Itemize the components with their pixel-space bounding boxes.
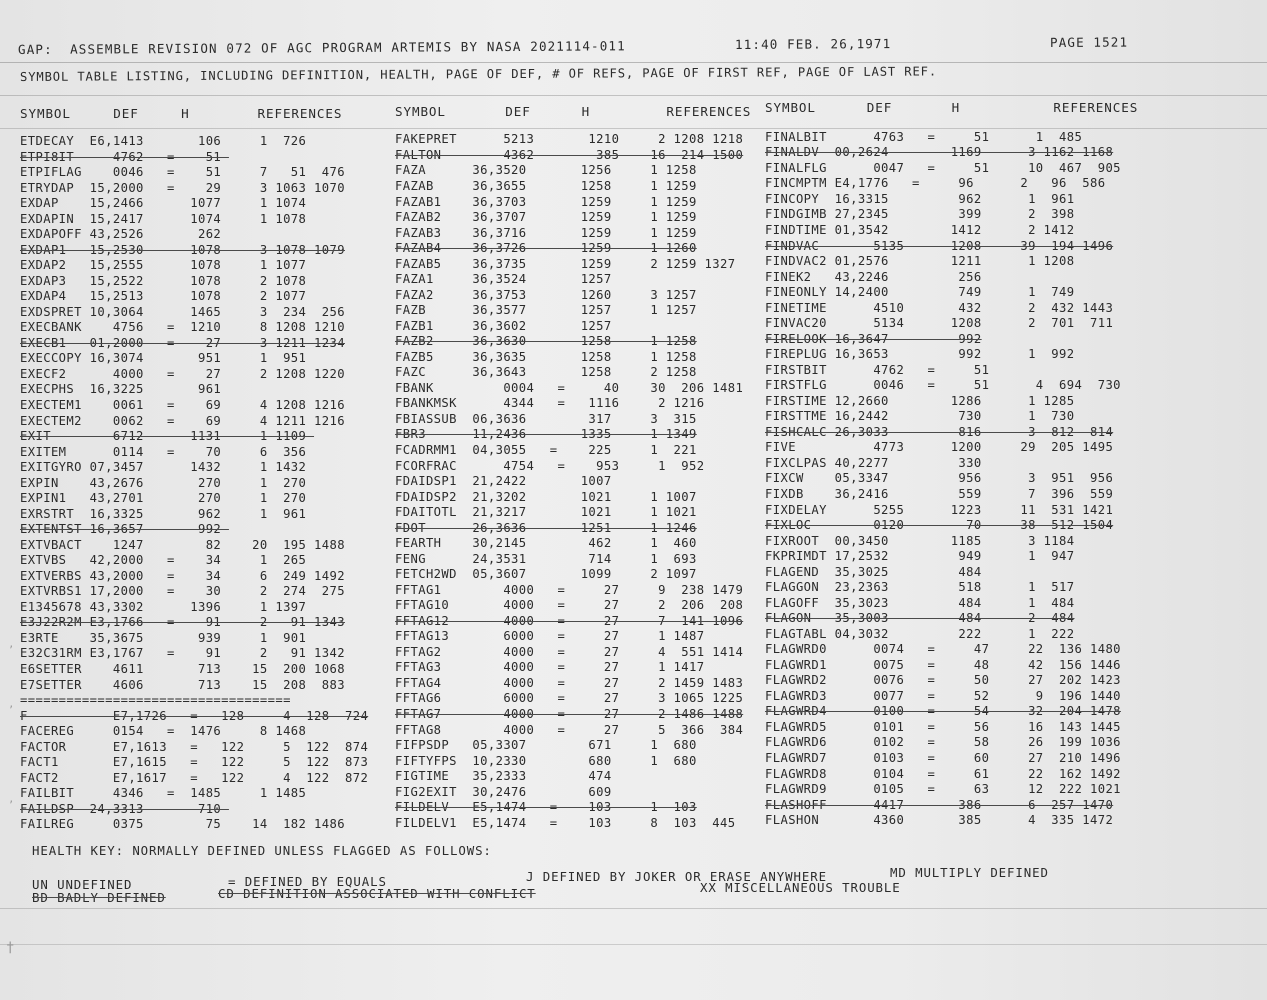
margin-mark: ’ bbox=[8, 705, 15, 716]
symbol-entry: EXDAP3 15,2522 1078 2 1078 bbox=[20, 273, 315, 288]
symbol-entry: EXECCOPY 16,3074 951 1 951 bbox=[20, 351, 315, 366]
symbol-entry: FLAGWRD0 0074 = 47 22 136 1480 bbox=[765, 642, 1121, 657]
symbol-entry: FINALFLG 0047 = 51 10 467 905 bbox=[765, 160, 1121, 175]
symbol-entry: FIXDB 36,2416 559 7 396 559 bbox=[765, 486, 1114, 501]
symbol-entry: FILDELV1 E5,1474 = 103 8 103 445 bbox=[395, 815, 736, 830]
symbol-entry: FCORFRAC 4754 = 953 1 952 bbox=[395, 458, 705, 473]
symbol-entry: FBANKMSK 4344 = 1116 2 1216 bbox=[395, 396, 705, 411]
symbol-entry: FAZAB3 36,3716 1259 1 1259 bbox=[395, 225, 697, 240]
health-key-eq: = DEFINED BY EQUALS bbox=[228, 874, 387, 889]
symbol-entry: FINCOPY 16,3315 962 1 961 bbox=[765, 191, 1075, 206]
symbol-entry: FFTAG1 4000 = 27 9 238 1479 bbox=[395, 582, 744, 597]
margin-mark: ’ bbox=[8, 800, 15, 811]
symbol-entry: FIFPSDP 05,3307 671 1 680 bbox=[395, 738, 697, 753]
symbol-entry: FDAIDSP2 21,3202 1021 1 1007 bbox=[395, 489, 697, 504]
symbol-entry: FLAGWRD5 0101 = 56 16 143 1445 bbox=[765, 719, 1121, 734]
symbol-entry: FIXDELAY 5255 1223 11 531 1421 bbox=[765, 502, 1114, 517]
symbol-entry: FLAGTABL 04,3032 222 1 222 bbox=[765, 626, 1075, 641]
symbol-entry: ETPI8IT 4762 = 51 bbox=[20, 149, 229, 164]
header-title: GAP: ASSEMBLE REVISION 072 OF AGC PROGRAM ARTEMIS BY NASA 2021114-011 bbox=[17, 38, 626, 57]
symbol-entry: EXDSPRET 10,3064 1465 3 234 256 bbox=[20, 304, 345, 319]
symbol-entry: FINDVAC2 01,2576 1211 1 1208 bbox=[765, 254, 1075, 269]
symbol-entry: FIXROOT 00,3450 1185 3 1184 bbox=[765, 533, 1075, 548]
symbol-entry: EXDAP1 15,2530 1078 3 1078 1079 bbox=[20, 242, 345, 257]
paper-rule bbox=[0, 62, 1267, 63]
symbol-entry: FINVAC20 5134 1208 2 701 711 bbox=[765, 316, 1114, 331]
symbol-entry: FIGTIME 35,2333 474 bbox=[395, 769, 620, 784]
symbol-entry: FLAGWRD1 0075 = 48 42 156 1446 bbox=[765, 657, 1121, 672]
symbol-entry: EXTVBS 42,2000 = 34 1 265 bbox=[20, 553, 315, 568]
column-header-1: SYMBOL DEF H REFERENCES bbox=[20, 106, 343, 121]
symbol-entry: EXECPHS 16,3225 961 bbox=[20, 382, 229, 397]
symbol-entry: FCADRMM1 04,3055 = 225 1 221 bbox=[395, 443, 697, 457]
symbol-entry: E32C31RM E3,1767 = 91 2 91 1342 bbox=[20, 646, 345, 661]
symbol-entry: FIXCLPAS 40,2277 330 bbox=[765, 455, 982, 470]
symbol-entry: E6SETTER 4611 713 15 200 1068 bbox=[20, 662, 345, 677]
symbol-entry: FIRSTTME 16,2442 730 1 730 bbox=[765, 409, 1075, 424]
symbol-entry: EXECTEM1 0061 = 69 4 1208 1216 bbox=[20, 398, 345, 413]
symbol-entry: FIFTYFPS 10,2330 680 1 680 bbox=[395, 753, 697, 768]
symbol-entry: FAZAB2 36,3707 1259 1 1259 bbox=[395, 210, 697, 225]
symbol-entry: FFTAG12 4000 = 27 7 141 1096 bbox=[395, 613, 744, 628]
symbol-entry: EXDAP 15,2466 1077 1 1074 bbox=[20, 196, 315, 211]
symbol-entry: FBANK 0004 = 40 30 206 1481 bbox=[395, 380, 744, 395]
header-subtitle: SYMBOL TABLE LISTING, INCLUDING DEFINITION, HEALTH, PAGE OF DEF, # OF REFS, PAGE OF FIRST REF, PAGE OF LAST REF. bbox=[19, 64, 938, 84]
symbol-entry: EXPIN1 43,2701 270 1 270 bbox=[20, 491, 315, 506]
symbol-entry: FIREPLUG 16,3653 992 1 992 bbox=[765, 347, 1075, 362]
symbol-entry: =================================== bbox=[20, 693, 291, 708]
symbol-entry: FIXLOC 0120 70 38 512 1504 bbox=[765, 518, 1114, 533]
symbol-entry: ETRYDAP 15,2000 = 29 3 1063 1070 bbox=[20, 180, 345, 195]
symbol-entry: FINETIME 4510 432 2 432 1443 bbox=[765, 300, 1114, 315]
symbol-entry: FLAGWRD2 0076 = 50 27 202 1423 bbox=[765, 673, 1121, 688]
symbol-entry: FDAITOTL 21,3217 1021 1 1021 bbox=[395, 505, 697, 520]
health-key-title: HEALTH KEY: NORMALLY DEFINED UNLESS FLAGGED AS FOLLOWS: bbox=[32, 843, 492, 858]
symbol-entry: FINDGIMB 27,2345 399 2 398 bbox=[765, 207, 1075, 222]
symbol-entry: FLAGWRD3 0077 = 52 9 196 1440 bbox=[765, 688, 1121, 703]
table-row bbox=[0, 254, 1267, 274]
symbol-entry: FINALDV 00,2624 1169 3 1162 1168 bbox=[765, 145, 1114, 160]
symbol-entry: FAZAB5 36,3735 1259 2 1259 1327 bbox=[395, 256, 736, 271]
symbol-entry: FAZA1 36,3524 1257 bbox=[395, 272, 620, 287]
symbol-entry: EXECB1 01,2000 = 27 3 1211 1234 bbox=[20, 335, 345, 350]
symbol-entry: FIRELOOK 16,3647 992 bbox=[765, 331, 982, 346]
symbol-entry: FLAGON 35,3003 484 2 484 bbox=[765, 611, 1075, 626]
symbol-entry: FFTAG7 4000 = 27 2 1486 1488 bbox=[395, 707, 744, 722]
symbol-entry: FLAGWRD8 0104 = 61 22 162 1492 bbox=[765, 766, 1121, 781]
symbol-entry: FAZAB4 36,3726 1259 1 1260 bbox=[395, 241, 697, 256]
symbol-entry: EXRSTRT 16,3325 962 1 961 bbox=[20, 506, 315, 521]
symbol-entry: FIVE 4773 1200 29 205 1495 bbox=[765, 440, 1114, 455]
symbol-entry: FACTOR E7,1613 = 122 5 122 874 bbox=[20, 739, 369, 754]
column-header-3: SYMBOL DEF H REFERENCES bbox=[765, 100, 1139, 115]
symbol-entry: FAZB5 36,3635 1258 1 1258 bbox=[395, 349, 697, 364]
symbol-entry: E7SETTER 4606 713 15 208 883 bbox=[20, 677, 345, 692]
symbol-entry: FLAGWRD7 0103 = 60 27 210 1496 bbox=[765, 751, 1121, 765]
symbol-entry: FKPRIMDT 17,2532 949 1 947 bbox=[765, 549, 1075, 564]
symbol-entry: FLAGGON 23,2363 518 1 517 bbox=[765, 580, 1075, 595]
symbol-entry: FLAGWRD6 0102 = 58 26 199 1036 bbox=[765, 735, 1121, 750]
symbol-entry: FACT1 E7,1615 = 122 5 122 873 bbox=[20, 755, 369, 770]
symbol-entry: F E7,1726 = 128 4 128 724 bbox=[20, 708, 369, 723]
symbol-entry: FBR3 11,2436 1335 1 1349 bbox=[395, 427, 697, 442]
symbol-entry: FAZB 36,3577 1257 1 1257 bbox=[395, 303, 697, 318]
symbol-entry: FIXCW 05,3347 956 3 951 956 bbox=[765, 471, 1114, 486]
paper-rule bbox=[0, 944, 1267, 945]
margin-mark: ’ bbox=[8, 645, 15, 656]
symbol-entry: EXPIN 43,2676 270 1 270 bbox=[20, 475, 315, 490]
health-key-xx: XX MISCELLANEOUS TROUBLE bbox=[700, 880, 901, 895]
symbol-entry: FIG2EXIT 30,2476 609 bbox=[395, 784, 620, 799]
health-key-bd: BD BADLY DEFINED bbox=[32, 890, 166, 905]
symbol-entry: FACEREG 0154 = 1476 8 1468 bbox=[20, 724, 315, 739]
symbol-entry: FENG 24,3531 714 1 693 bbox=[395, 551, 697, 566]
symbol-entry: FFTAG10 4000 = 27 2 206 208 bbox=[395, 598, 744, 613]
symbol-entry: FINEONLY 14,2400 749 1 749 bbox=[765, 285, 1075, 300]
symbol-entry: FDAIDSP1 21,2422 1007 bbox=[395, 474, 620, 489]
symbol-entry: FIRSTIME 12,2660 1286 1 1285 bbox=[765, 393, 1075, 408]
symbol-entry: E1345678 43,3302 1396 1 1397 bbox=[20, 599, 315, 614]
symbol-entry: FISHCALC 26,3033 816 3 812 814 bbox=[765, 424, 1114, 439]
symbol-entry: EXITEM 0114 = 70 6 356 bbox=[20, 444, 315, 459]
symbol-entry: FFTAG8 4000 = 27 5 366 384 bbox=[395, 722, 744, 737]
symbol-entry: E3RTE 35,3675 939 1 901 bbox=[20, 630, 315, 645]
health-key-md: MD MULTIPLY DEFINED bbox=[890, 865, 1049, 880]
symbol-entry: FFTAG13 6000 = 27 1 1487 bbox=[395, 629, 705, 644]
symbol-entry: EXIT 6712 1131 1 1109 bbox=[20, 429, 315, 444]
symbol-entry: FFTAG4 4000 = 27 2 1459 1483 bbox=[395, 675, 744, 690]
symbol-entry: FLAGOFF 35,3023 484 1 484 bbox=[765, 595, 1075, 610]
symbol-entry: FACT2 E7,1617 = 122 4 122 872 bbox=[20, 770, 369, 785]
paper-rule bbox=[0, 908, 1267, 909]
column-header-2: SYMBOL DEF H REFERENCES bbox=[395, 104, 752, 119]
symbol-entry: EXTVRBS1 17,2000 = 30 2 274 275 bbox=[20, 584, 345, 599]
symbol-entry: FINDVAC 5135 1208 39 194 1496 bbox=[765, 238, 1114, 253]
symbol-entry: EXECBANK 4756 = 1210 8 1208 1210 bbox=[20, 320, 345, 335]
symbol-entry: FLASHON 4360 385 4 335 1472 bbox=[765, 813, 1114, 828]
symbol-entry: FINALBIT 4763 = 51 1 485 bbox=[765, 129, 1083, 144]
symbol-entry: FINEK2 43,2246 256 bbox=[765, 269, 982, 284]
symbol-entry: FAZB2 36,3630 1258 1 1258 bbox=[395, 334, 697, 349]
symbol-entry: FAILBIT 4346 = 1485 1 1485 bbox=[20, 786, 315, 801]
symbol-entry: EXTVBACT 1247 82 20 195 1488 bbox=[20, 537, 345, 552]
symbol-entry: FBIASSUB 06,3636 317 3 315 bbox=[395, 411, 697, 426]
paper-rule bbox=[0, 95, 1267, 96]
health-key-un: UN UNDEFINED bbox=[32, 877, 133, 892]
table-row bbox=[0, 813, 1267, 834]
symbol-entry: FIRSTFLG 0046 = 51 4 694 730 bbox=[765, 378, 1121, 393]
symbol-entry: FETCH2WD 05,3607 1099 2 1097 bbox=[395, 567, 697, 582]
symbol-entry: FIRSTBIT 4762 = 51 bbox=[765, 362, 990, 377]
symbol-entry: E3J22R2M E3,1766 = 91 2 91 1343 bbox=[20, 615, 345, 630]
symbol-entry: EXTVERBS 43,2000 = 34 6 249 1492 bbox=[20, 568, 345, 583]
symbol-entry: EXDAP4 15,2513 1078 2 1077 bbox=[20, 289, 315, 304]
symbol-entry: EXITGYRO 07,3457 1432 1 1432 bbox=[20, 460, 315, 475]
symbol-entry: FALTON 4362 385 16 214 1500 bbox=[395, 147, 744, 162]
symbol-entry: FILDELV E5,1474 = 103 1 103 bbox=[395, 800, 697, 815]
symbol-entry: FAZA2 36,3753 1260 3 1257 bbox=[395, 287, 697, 302]
symbol-entry: FFTAG2 4000 = 27 4 551 1414 bbox=[395, 644, 744, 659]
symbol-entry: FFTAG3 4000 = 27 1 1417 bbox=[395, 660, 705, 675]
symbol-entry: FLAGWRD4 0100 = 54 32 204 1478 bbox=[765, 704, 1121, 719]
symbol-entry: FAILDSP 24,3313 710 bbox=[20, 801, 229, 816]
symbol-entry: FAILREG 0375 75 14 182 1486 bbox=[20, 817, 345, 832]
health-key-j: J DEFINED BY JOKER OR ERASE ANYWHERE bbox=[526, 869, 827, 884]
symbol-entry: FAZB1 36,3602 1257 bbox=[395, 318, 620, 333]
symbol-entry: FLAGEND 35,3025 484 bbox=[765, 564, 982, 579]
symbol-entry: EXDAP2 15,2555 1078 1 1077 bbox=[20, 258, 315, 273]
symbol-entry: FLAGWRD9 0105 = 63 12 222 1021 bbox=[765, 782, 1121, 797]
symbol-entry: FAZC 36,3643 1258 2 1258 bbox=[395, 365, 697, 380]
symbol-entry: EXDAPIN 15,2417 1074 1 1078 bbox=[20, 211, 315, 226]
symbol-entry: ETPIFLAG 0046 = 51 7 51 476 bbox=[20, 165, 345, 180]
symbol-entry: EXECTEM2 0062 = 69 4 1211 1216 bbox=[20, 413, 345, 428]
symbol-entry: FINCMPTM E4,1776 = 96 2 96 586 bbox=[765, 176, 1106, 191]
symbol-entry: EXDAPOFF 43,2526 262 bbox=[20, 227, 229, 242]
symbol-table bbox=[0, 129, 1267, 834]
symbol-entry: FDOT 26,3636 1251 1 1246 bbox=[395, 520, 697, 535]
header-page-number: PAGE 1521 bbox=[1049, 34, 1129, 50]
margin-mark: † bbox=[6, 940, 15, 956]
symbol-entry: FAZAB1 36,3703 1259 1 1259 bbox=[395, 194, 697, 209]
symbol-entry: FLASHOFF 4417 386 6 257 1470 bbox=[765, 797, 1114, 812]
header-timestamp: 11:40 FEB. 26,1971 bbox=[734, 36, 892, 52]
symbol-entry: FFTAG6 6000 = 27 3 1065 1225 bbox=[395, 691, 744, 706]
symbol-entry: FAZAB 36,3655 1258 1 1259 bbox=[395, 178, 697, 193]
symbol-entry: FINDTIME 01,3542 1412 2 1412 bbox=[765, 222, 1075, 237]
symbol-entry: EXECF2 4000 = 27 2 1208 1220 bbox=[20, 366, 345, 381]
health-key-cd: CD DEFINITION ASSOCIATED WITH CONFLICT bbox=[218, 886, 536, 901]
symbol-entry: FEARTH 30,2145 462 1 460 bbox=[395, 536, 697, 551]
symbol-entry: FAZA 36,3520 1256 1 1258 bbox=[395, 163, 697, 178]
symbol-entry: FAKEPRET 5213 1210 2 1208 1218 bbox=[395, 132, 744, 147]
symbol-entry: ETDECAY E6,1413 106 1 726 bbox=[20, 134, 315, 148]
symbol-entry: EXTENTST 16,3657 992 bbox=[20, 522, 229, 537]
